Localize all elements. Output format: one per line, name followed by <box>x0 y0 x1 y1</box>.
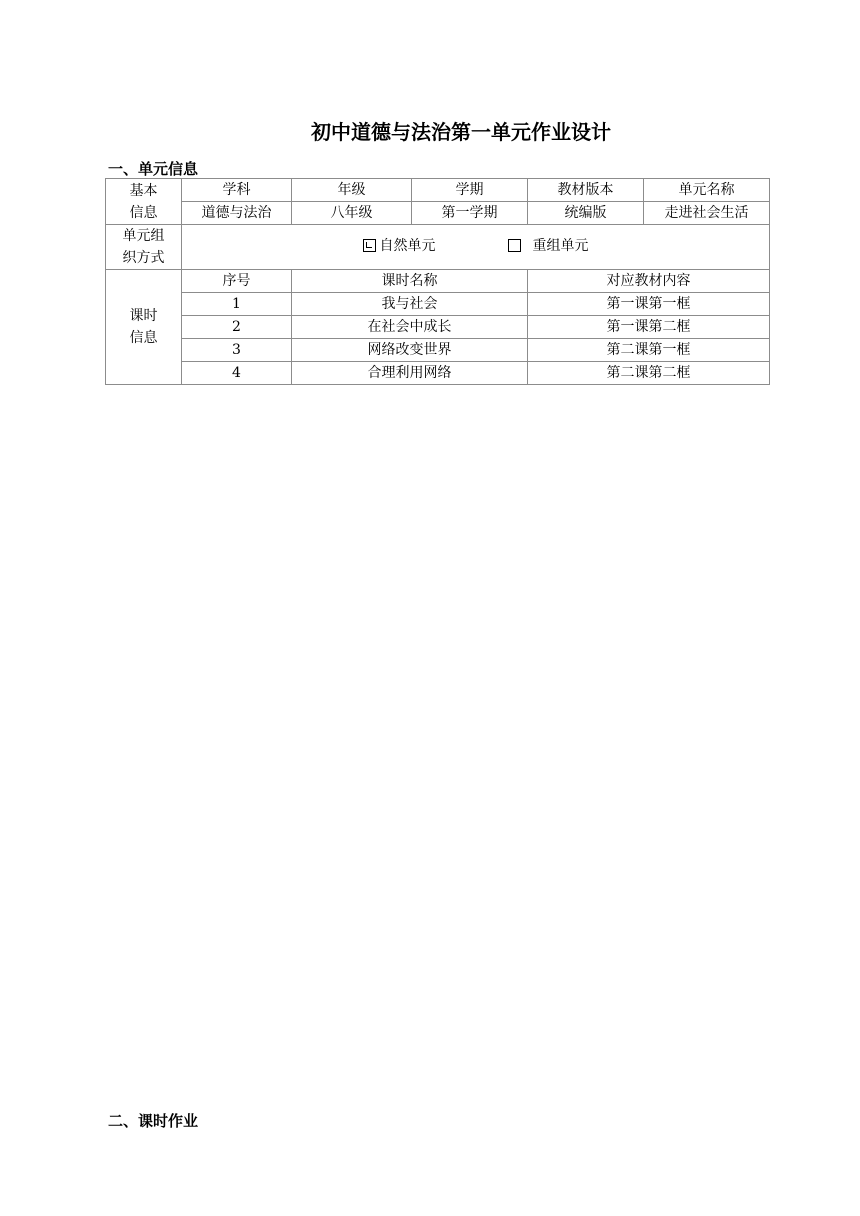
lesson-info-label <box>106 270 182 385</box>
basic-info-label-line2: 信息 <box>129 204 158 221</box>
table-row <box>106 316 770 339</box>
lesson-name: 在社会中成长 <box>292 316 528 339</box>
header-grade: 年级 <box>292 179 412 202</box>
checked-box-icon[interactable] <box>363 239 376 252</box>
basic-info-value-row <box>106 202 770 225</box>
organization-label <box>106 225 182 270</box>
organization-options <box>182 225 770 270</box>
lesson-name: 我与社会 <box>292 293 528 316</box>
lesson-info-label-line2: 信息 <box>129 330 158 346</box>
lesson-content: 第二课第二框 <box>528 362 770 385</box>
lesson-name: 网络改变世界 <box>292 339 528 362</box>
lesson-number: 1 <box>182 293 292 316</box>
basic-info-header-row <box>106 179 770 202</box>
lesson-content: 第一课第二框 <box>528 316 770 339</box>
header-lesson-name: 课时名称 <box>292 270 528 293</box>
header-term: 学期 <box>412 179 528 202</box>
lesson-content: 第一课第一框 <box>528 293 770 316</box>
lesson-info-label-line1: 课时 <box>129 308 158 324</box>
option-natural-unit-label: 自然单元 <box>379 237 436 254</box>
lesson-number: 3 <box>182 339 292 362</box>
header-textbook-edition: 教材版本 <box>528 179 644 202</box>
organization-label-line2: 织方式 <box>122 250 165 266</box>
header-textbook-content: 对应教材内容 <box>528 270 770 293</box>
value-grade: 八年级 <box>292 202 412 225</box>
table-row <box>106 362 770 385</box>
lesson-number: 2 <box>182 316 292 339</box>
table-row <box>106 339 770 362</box>
document-title: 初中道德与法治第一单元作业设计 <box>311 120 611 144</box>
organization-label-line1: 单元组 <box>122 228 165 244</box>
section-heading-unit-info: 一、单元信息 <box>108 160 199 178</box>
unit-info-table <box>105 178 770 385</box>
basic-info-label <box>106 179 182 225</box>
header-sequence: 序号 <box>182 270 292 293</box>
table-row <box>106 293 770 316</box>
lesson-name: 合理利用网络 <box>292 362 528 385</box>
option-restructured-unit-label: 重组单元 <box>532 237 589 254</box>
value-textbook-edition: 统编版 <box>528 202 644 225</box>
lesson-header-row <box>106 270 770 293</box>
basic-info-label-line1: 基本 <box>129 182 158 199</box>
value-subject: 道德与法治 <box>182 202 292 225</box>
empty-checkbox-icon[interactable] <box>508 239 521 252</box>
header-unit-name: 单元名称 <box>644 179 770 202</box>
option-restructured-unit[interactable] <box>508 236 589 256</box>
section-heading-lesson-homework: 二、课时作业 <box>108 1112 199 1130</box>
header-subject: 学科 <box>182 179 292 202</box>
value-term: 第一学期 <box>412 202 528 225</box>
option-natural-unit[interactable] <box>363 236 436 256</box>
value-unit-name: 走进社会生活 <box>644 202 770 225</box>
lesson-content: 第二课第一框 <box>528 339 770 362</box>
lesson-number: 4 <box>182 362 292 385</box>
organization-row <box>106 225 770 270</box>
